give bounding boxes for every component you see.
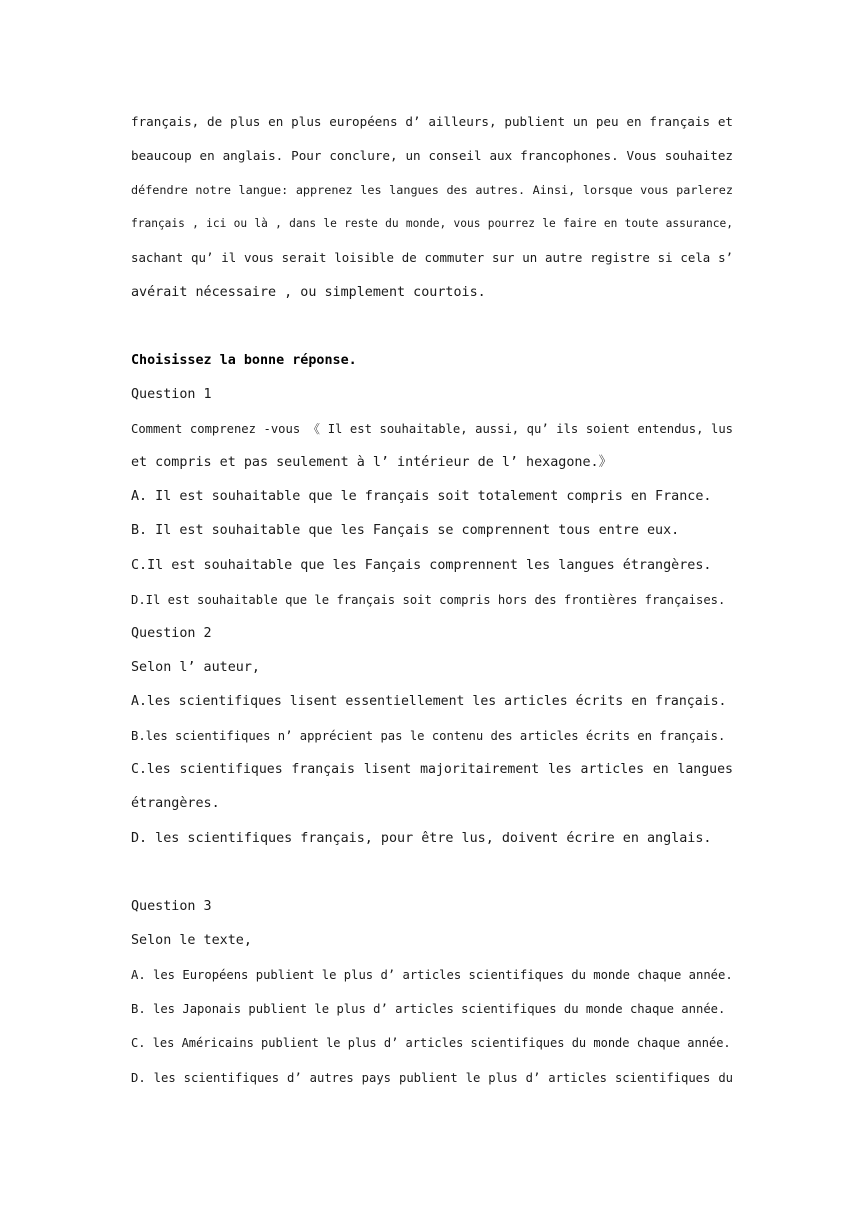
instruction-heading: Choisissez la bonne réponse. <box>131 353 357 368</box>
answer-option: C.les scientifiques français lisent majoritairement les articles en langues <box>131 762 733 777</box>
passage-line: beaucoup en anglais. Pour conclure, un conseil aux francophones. Vous souhaitez <box>131 148 733 163</box>
answer-option: D. les scientifiques d’ autres pays publient le plus d’ articles scientifiques du <box>131 1071 733 1085</box>
answer-option: C. les Américains publient le plus d’ articles scientifiques du monde chaque année. <box>131 1036 731 1050</box>
answer-option: A. les Européens publient le plus d’ articles scientifiques du monde chaque année. <box>131 968 733 982</box>
question-label: Question 2 <box>131 626 212 641</box>
answer-option: A. Il est souhaitable que le français soit totalement compris en France. <box>131 489 712 504</box>
passage-line: défendre notre langue: apprenez les langues des autres. Ainsi, lorsque vous parlerez <box>131 183 733 197</box>
question-stem: Selon le texte, <box>131 933 252 948</box>
question-stem: Selon l’ auteur, <box>131 660 260 675</box>
answer-option: B. les Japonais publient le plus d’ articles scientifiques du monde chaque année. <box>131 1002 726 1016</box>
passage-line: français , ici ou là , dans le reste du monde, vous pourrez le faire en toute assurance, <box>131 217 733 230</box>
answer-option: C.Il est souhaitable que les Fançais comprennent les langues étrangères. <box>131 558 712 573</box>
question-label: Question 1 <box>131 387 212 402</box>
answer-option: D.Il est souhaitable que le français soit compris hors des frontières françaises. <box>131 593 726 607</box>
answer-option: D. les scientifiques français, pour être lus, doivent écrire en anglais. <box>131 831 712 846</box>
answer-option: A.les scientifiques lisent essentiellement les articles écrits en français. <box>131 694 727 709</box>
question-stem: Comment comprenez -vous 《 Il est souhaitable, aussi, qu’ ils soient entendus, lus <box>131 422 733 436</box>
answer-option: étrangères. <box>131 796 220 811</box>
question-label: Question 3 <box>131 899 212 914</box>
passage-line: français, de plus en plus européens d’ ailleurs, publient un peu en français et <box>131 114 733 129</box>
question-stem: et compris et pas seulement à l’ intérieur de l’ hexagone.》 <box>131 455 612 470</box>
answer-option: B.les scientifiques n’ apprécient pas le contenu des articles écrits en français. <box>131 729 726 743</box>
passage-line: avérait nécessaire , ou simplement courtois. <box>131 285 486 300</box>
passage-line: sachant qu’ il vous serait loisible de commuter sur un autre registre si cela s’ <box>131 250 733 265</box>
answer-option: B. Il est souhaitable que les Fançais se comprennent tous entre eux. <box>131 523 680 538</box>
